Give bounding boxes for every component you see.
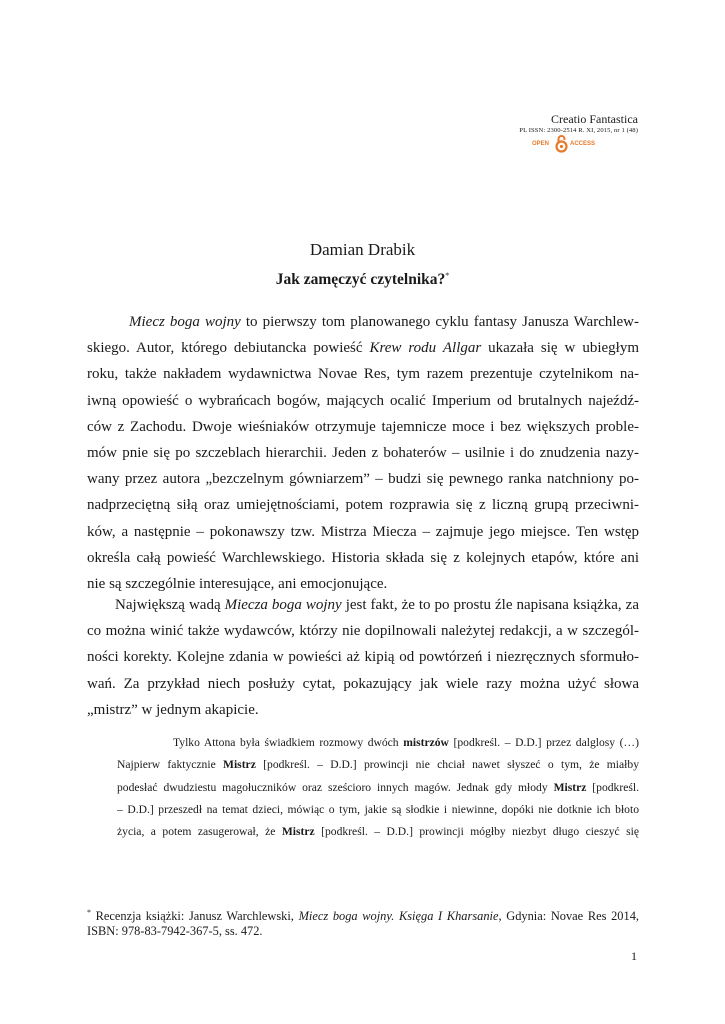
text-run: wań. Za przykład niech posłuży cytat, pokazujący jak wiele razy można użyć słowa [87, 675, 639, 692]
paragraph1-line [87, 545, 639, 571]
text-run: roku, także nakładem wydawnictwa Novae Res, tym razem prezentuje czytelnikom na- [87, 366, 639, 383]
footnote-line-2: ISBN: 978-83-7942-367-5, ss. 472. [87, 924, 263, 938]
text-run: [podkreśl. [586, 780, 639, 794]
book-title: Krew rodu Allgar [369, 340, 482, 357]
text-run: „mistrz” w jednym akapicie. [87, 701, 259, 718]
journal-name: Creatio Fantastica [551, 112, 638, 126]
quote-line [117, 799, 639, 821]
text-run: Najpierw faktycznie [117, 758, 224, 772]
footnote-book-title: Miecz boga wojny. Księga I Kharsanie [298, 909, 499, 924]
journal-issn: PL ISSN: 2300-2514 R. XI, 2015, nr 1 (48) [519, 127, 638, 134]
text-run: [podkreśl. – D.D.] prowincji nie chciał nawet słyszeć o tym, że miałby [255, 758, 639, 772]
book-title: Miecza boga wojny [224, 597, 342, 613]
paragraph2-line [87, 671, 639, 697]
text-run: – D.D.] przeszedł na temat dzieci, mówiąc o tym, jakie są słodkie i niewinne, dopóki nie dotknie ich błoto [117, 802, 639, 816]
author-name: Damian Drabik [309, 240, 416, 259]
paragraph1-line [87, 466, 639, 492]
text-run: życia, a potem zasugerował, że [117, 825, 282, 839]
text-run: podesłać dwudziestu magołuczników oraz sześcioro innych magów. Jednak gdy młody [117, 780, 554, 794]
quote-line [117, 821, 639, 843]
paragraph1-line [87, 335, 639, 361]
paragraph1-line [87, 361, 639, 387]
footnote-mark: * [87, 908, 91, 917]
journal-header [519, 112, 638, 135]
text-run: mów pnie się po szczeblach hierarchii. Jeden z bohaterów – usilnie i do znudzenia nazy- [87, 444, 639, 461]
emphasized-word: mistrzów [403, 736, 449, 749]
open-access-open-label: OPEN [532, 141, 550, 147]
text-run: ności korekty. Kolejne zdania w powieści aż kipią od powtórzeń i niezręcznych sformuło- [87, 649, 639, 666]
text-run: skiego. Autor, którego debiutancka powieść [87, 340, 370, 357]
quote-line [117, 732, 639, 754]
open-access-access-label: ACCESS [570, 141, 596, 147]
text-run: [podkreśl. – D.D.] prowincji mógłby niezbyt długo cieszyć się [314, 825, 639, 839]
text-run: [podkreśl. – D.D.] przez dalglosy (…) [448, 736, 639, 749]
open-access-lock-icon [555, 134, 568, 153]
paragraph1-line [87, 492, 639, 518]
paragraph2-line [87, 592, 639, 618]
paragraph1-line [87, 388, 639, 414]
emphasized-word: Mistrz [553, 780, 587, 794]
paragraph1-line [87, 440, 639, 466]
text-run: jest fakt, że to po prostu źle napisana książka, za [341, 597, 639, 613]
quote-line [117, 754, 639, 776]
paragraph2-line [87, 618, 639, 644]
text-run: Tylko Attona była świadkiem rozmowy dwóch [173, 736, 404, 749]
paragraph-1 [87, 309, 639, 597]
text-run: ków, a następnie – pokonawszy tzw. Mistrza Miecza – zajmuje jego miejsce. Ten wstęp [87, 523, 639, 540]
text-run: co można winić także wydawców, którzy nie dopilnowali należytej redakcji, a w szczegól- [87, 623, 639, 640]
text-run: to pierwszy tom planowanego cyklu fantasy Janusza Warchlew- [240, 314, 639, 330]
paragraph1-line [87, 414, 639, 440]
text-run: ców z Zachodu. Dwoje wieśniaków otrzymuje tajemnicze moce i bez większych proble- [87, 418, 639, 435]
open-access-logo [532, 134, 596, 154]
paragraph1-line [87, 309, 639, 335]
text-run: ukazała się w ubiegłym [481, 340, 639, 357]
paragraph2-line [87, 697, 639, 723]
text-run: określa całą powieść Warchlewskiego. Historia składa się z kolejnych etapów, które ani [87, 549, 639, 566]
page-number: 1 [631, 949, 637, 963]
footnote [87, 904, 639, 940]
text-run: iwną opowieść o wybrańcach bogów, mających ocalić Imperium od brutalnych najeźdź- [87, 392, 639, 409]
paragraph1-line [87, 519, 639, 545]
title-footnote-mark: * [445, 271, 450, 280]
footnote-line-1 [87, 904, 639, 922]
footnote-text-b: , Gdynia: Novae Res 2014, [498, 909, 639, 924]
text-run: nadprzeciętną siłą oraz umiejętnościami, potem rozprawia się z liczną grupą przeciwni- [87, 497, 639, 514]
paragraph-2 [87, 592, 639, 723]
quote-line [117, 777, 639, 799]
paragraph2-line [87, 644, 639, 670]
footnote-text-a: Recenzja książki: Janusz Warchlewski, [91, 909, 299, 924]
text-run: wany przez autora „bezczelnym gówniarzem” – budzi się pewnego ranka natchniony po- [87, 471, 639, 488]
text-run: Największą wadą [115, 597, 225, 613]
article-title-text: Jak zamęczyć czytelnika? [275, 271, 446, 288]
emphasized-word: Mistrz [281, 825, 315, 839]
block-quote [117, 732, 639, 843]
article-title [0, 271, 725, 289]
emphasized-word: Mistrz [223, 758, 256, 772]
text-run: nie są szczególnie interesujące, ani emocjonujące. [87, 575, 388, 592]
book-title: Miecz boga wojny [129, 314, 241, 330]
